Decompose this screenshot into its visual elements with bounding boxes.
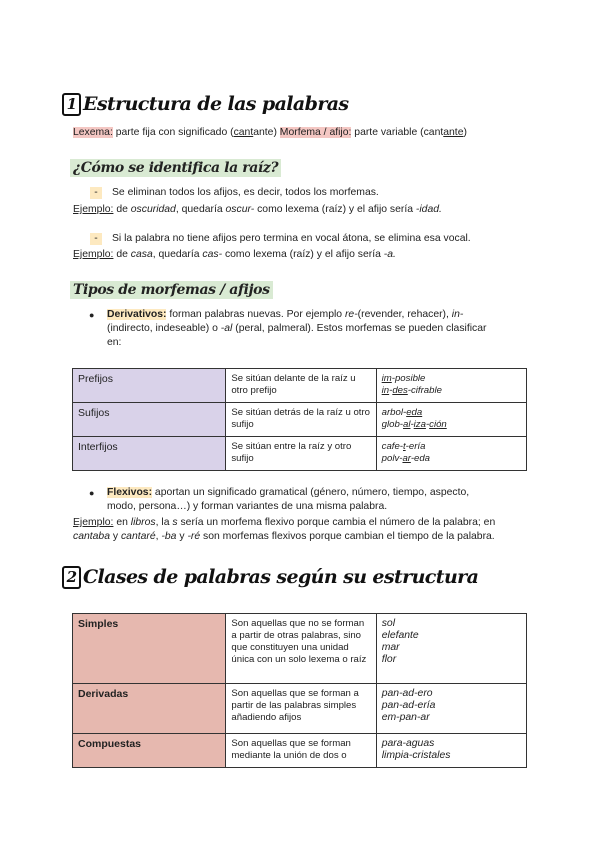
table-row (73, 437, 527, 471)
row-name: Sufijos (73, 403, 226, 437)
deriv-l1a: forman palabras nuevas. Por ejemplo (166, 309, 345, 320)
ej2-f: -a. (383, 249, 396, 260)
ex: des (392, 385, 408, 396)
ejemplo-label: Ejemplo: (73, 204, 114, 215)
row-examples (376, 684, 526, 734)
deriv-l2b: -al (220, 323, 233, 334)
deriv-l2a: (indirecto, indeseable) o (107, 323, 221, 334)
ej3: son morfemas flexivos porque cambian el tiempo de la palabra. (200, 531, 495, 542)
flexivos-label: Flexivos: (107, 487, 153, 498)
ex: polv- (381, 453, 403, 464)
ex: arbol- (381, 407, 407, 418)
section-number-box: 2 (62, 566, 81, 589)
morfema-example-affix: ante (443, 127, 464, 138)
example-word: para-aguas (381, 738, 435, 749)
raiz-heading-wrap (70, 159, 281, 177)
row-desc: Son aquellas que se forman a partir de las palabras simples añadiendo afijos (226, 684, 376, 734)
row-name: Interfijos (73, 437, 226, 471)
row-examples (376, 437, 526, 471)
bullet-dot: ● (89, 488, 95, 498)
tipos-heading-wrap (70, 281, 273, 299)
deriv-l3: en: (107, 337, 122, 348)
ej2-e: como lexema (raíz) y el afijo sería (222, 249, 384, 260)
raiz-example-2 (73, 248, 543, 262)
example-word: em-pan-ar (381, 712, 430, 723)
ej2-c: , quedaría (152, 249, 203, 260)
ej2-a: de (113, 249, 131, 260)
bullet-dot: ● (89, 310, 95, 320)
ex: -cifrable (407, 385, 442, 396)
ej1-d: oscur- (225, 204, 255, 215)
raiz-heading: ¿Cómo se identifica la raíz? (70, 159, 281, 177)
row-desc: Se sitúan entre la raíz y otro sufijo (226, 437, 376, 471)
ex: - (410, 419, 414, 430)
ej3: sería un morfema flexivo porque cambia el número de la palabra; en (177, 517, 496, 528)
ej3: , la (155, 517, 173, 528)
ex: ción (429, 419, 447, 430)
section-title: Clases de palabras según su estructura (83, 566, 479, 588)
lexema-text: parte fija con significado ( (112, 127, 234, 138)
example-word: elefante (381, 630, 419, 641)
row-name: Prefijos (73, 369, 226, 403)
ex: in (381, 385, 390, 396)
section-1-heading (62, 93, 349, 116)
morfema-example-close: ) (463, 127, 467, 138)
clases-table (72, 613, 527, 768)
ej3: s (172, 517, 178, 528)
lexema-morfema-line (73, 126, 543, 140)
dash-bullet: - (90, 187, 102, 199)
raiz-item-2-text: Si la palabra no tiene afijos pero termina en vocal átona, se elimina esa vocal. (112, 233, 471, 244)
table-row (73, 403, 527, 437)
example-word: mar (381, 642, 400, 653)
derivativos-label: Derivativos: (107, 309, 167, 320)
morfema-label: Morfema / afijo: (279, 127, 352, 138)
table-row (73, 614, 527, 684)
ej3: -ré (187, 531, 201, 542)
ej3: , (155, 531, 162, 542)
dash-bullet: - (90, 233, 102, 245)
section-title: Estructura de las palabras (83, 93, 349, 115)
row-examples (376, 614, 526, 684)
row-examples (376, 734, 526, 768)
example-word: limpia-cristales (381, 750, 451, 761)
ej1-b: oscuridad (130, 204, 176, 215)
section-number-box: 1 (62, 93, 81, 116)
ej3: y (176, 531, 188, 542)
tipos-heading: Tipos de morfemas / afijos (70, 281, 273, 299)
ex: cafe- (381, 441, 403, 452)
example-word: sol (381, 618, 396, 629)
raiz-item-1 (90, 186, 379, 200)
example-word: flor (381, 654, 397, 665)
ej3: libros (130, 517, 156, 528)
ex: glob- (381, 419, 403, 430)
ex: al (403, 419, 411, 430)
lexema-example-rest: ante) (253, 127, 280, 138)
deriv-l1b: re- (344, 309, 358, 320)
ex: ar (402, 453, 411, 464)
flex-l1: aportan un significado gramatical (género, número, tiempo, aspecto, (152, 487, 470, 498)
ej3: -ba (161, 531, 177, 542)
row-desc: Se sitúan delante de la raíz u otro prefijo (226, 369, 376, 403)
table-row (73, 684, 527, 734)
raiz-item-1-text: Se eliminan todos los afijos, es decir, todos los morfemas. (112, 187, 379, 198)
ex: -ería (405, 441, 426, 452)
row-desc: Se sitúan detrás de la raíz u otro sufijo (226, 403, 376, 437)
ex: -posible (391, 373, 426, 384)
raiz-item-2 (90, 232, 471, 246)
ej3: cantaba (73, 531, 110, 542)
ej3: cantaré (120, 531, 156, 542)
table-row (73, 369, 527, 403)
derivativos-block (89, 308, 529, 350)
lexema-example-root: cant (233, 127, 254, 138)
ejemplo-label: Ejemplo: (73, 249, 114, 260)
row-name: Compuestas (73, 734, 226, 768)
ej1-a: de (113, 204, 131, 215)
section-2-heading (62, 566, 478, 589)
row-name: Simples (73, 614, 226, 684)
ejemplo-label: Ejemplo: (73, 517, 114, 528)
ej3: y (109, 531, 121, 542)
ex: - (389, 385, 393, 396)
deriv-l2c: (peral, palmeral). Estos morfemas se pueden clasificar (232, 323, 487, 334)
row-desc: Son aquellas que no se forman a partir de otras palabras, sino que constituyen una unidad única con un solo lexema o raíz (226, 614, 376, 684)
table-row (73, 734, 527, 768)
ex: t (403, 441, 406, 452)
lexema-label: Lexema: (73, 127, 113, 138)
ex: im (381, 373, 392, 384)
ex: eda (406, 407, 423, 418)
deriv-l1c: (revender, rehacer), (357, 309, 452, 320)
row-examples (376, 403, 526, 437)
ej2-d: cas- (202, 249, 223, 260)
example-word: pan-ad-ería (381, 700, 436, 711)
ej1-c: , quedaría (175, 204, 226, 215)
ex: iza (413, 419, 426, 430)
ej1-f: -idad. (415, 204, 442, 215)
ex: -eda (410, 453, 431, 464)
row-examples (376, 369, 526, 403)
flex-l2: modo, persona…) y forman variantes de una misma palabra. (107, 501, 388, 512)
row-desc: Son aquellas que se forman mediante la unión de dos o (226, 734, 376, 768)
morfemas-table (72, 368, 527, 471)
row-name: Derivadas (73, 684, 226, 734)
flexivos-example (73, 516, 543, 544)
morfema-text: parte variable (cant (351, 127, 444, 138)
ej3: en (113, 517, 131, 528)
example-word: pan-ad-ero (381, 688, 433, 699)
deriv-l1d: in- (451, 309, 464, 320)
ex: - (425, 419, 430, 430)
ej2-b: casa (130, 249, 153, 260)
ej1-e: como lexema (raíz) y el afijo sería (254, 204, 416, 215)
raiz-example-1 (73, 203, 543, 217)
flexivos-block (89, 486, 529, 514)
